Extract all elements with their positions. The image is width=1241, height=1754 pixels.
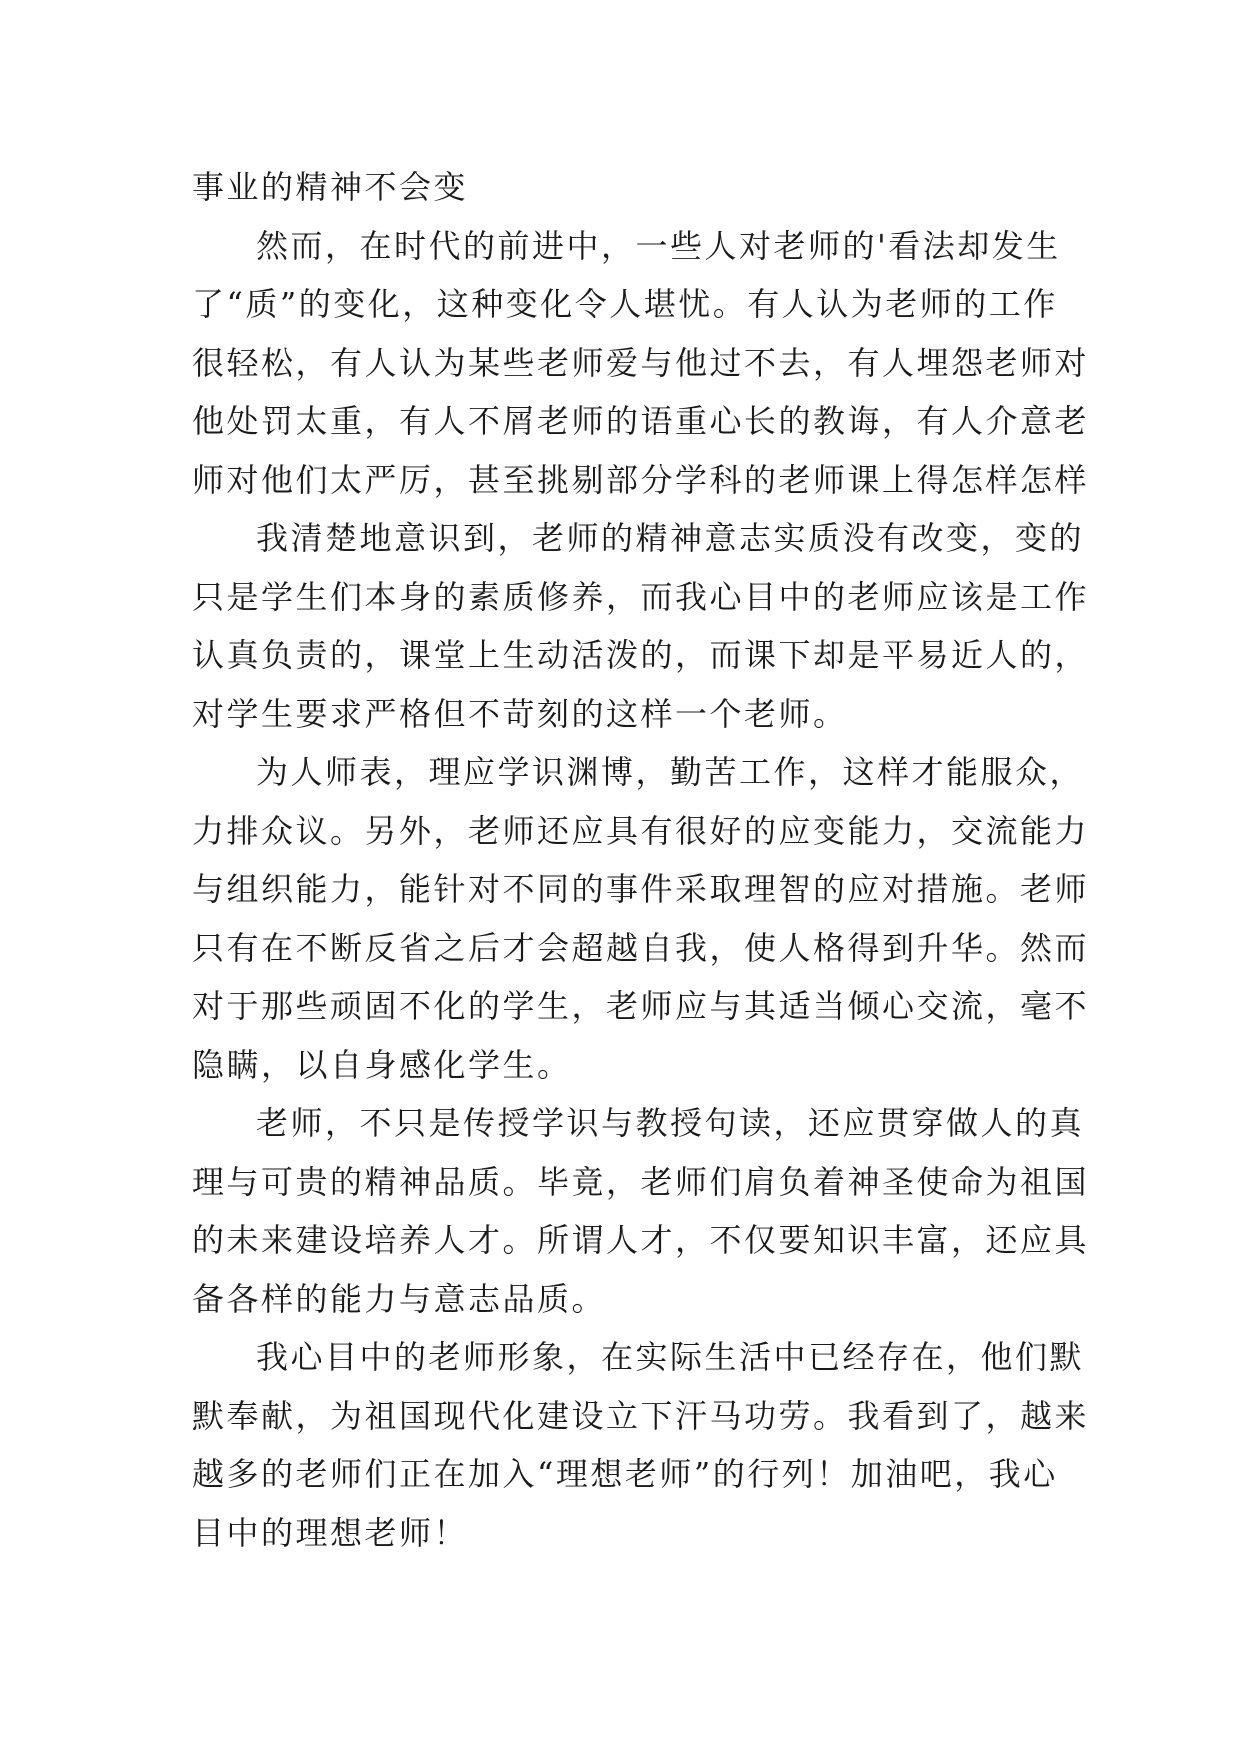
document-body <box>192 158 1090 1562</box>
text-line: 事业的精神不会变 <box>192 168 469 206</box>
text-line: 只有在不断反省之后才会超越自我，使人格得到升华。然而 <box>192 928 1090 967</box>
text-line: 目中的理想老师！ <box>192 1513 469 1552</box>
text-line: 对于那些顽固不化的学生，老师应与其适当倾心交流，毫不 <box>192 987 1090 1025</box>
text-line: 老师，不只是传授学识与教授句读，还应贯穿做人的真 <box>256 1104 1085 1142</box>
text-line: 理与可贵的精神品质。毕竟，老师们肩负着神圣使命为祖国 <box>192 1162 1090 1201</box>
text-line: 我心目中的老师形象，在实际生活中已经存在，他们默 <box>256 1338 1085 1376</box>
text-line: 然而，在时代的前进中，一些人对老师的'看法却发生 <box>256 226 1061 265</box>
text-line: 只是学生们本身的素质修养，而我心目中的老师应该是工作 <box>192 577 1090 616</box>
text-line: 与组织能力，能针对不同的事件采取理智的应对措施。老师 <box>192 870 1090 908</box>
text-line: 越多的老师们正在加入“理想老师”的行列！加油吧，我心 <box>192 1455 1058 1493</box>
text-line: 隐瞒，以自身感化学生。 <box>192 1045 572 1084</box>
text-line: 了“质”的变化，这种变化令人堪忧。有人认为老师的工作 <box>192 285 1058 323</box>
text-line: 师对他们太严厉，甚至挑剔部分学科的老师课上得怎样怎样 <box>192 460 1090 499</box>
text-line: 的未来建设培养人才。所谓人才，不仅要知识丰富，还应具 <box>192 1221 1090 1259</box>
text-line: 默奉献，为祖国现代化建设立下汗马功劳。我看到了，越来 <box>192 1396 1090 1435</box>
text-line: 为人师表，理应学识渊博，勤苦工作，这样才能服众， <box>256 753 1085 791</box>
text-line: 对学生要求严格但不苛刻的这样一个老师。 <box>192 694 848 733</box>
text-line: 我清楚地意识到，老师的精神意志实质没有改变，变的 <box>256 519 1085 557</box>
text-line: 力排众议。另外，老师还应具有很好的应变能力，交流能力 <box>192 811 1090 850</box>
text-line: 认真负责的，课堂上生动活泼的，而课下却是平易近人的， <box>192 636 1090 674</box>
text-line: 很轻松，有人认为某些老师爱与他过不去，有人埋怨老师对 <box>192 343 1090 382</box>
text-line: 备各样的能力与意志品质。 <box>192 1279 607 1318</box>
text-line: 他处罚太重，有人不屑老师的语重心长的教诲，有人介意老 <box>192 402 1090 440</box>
